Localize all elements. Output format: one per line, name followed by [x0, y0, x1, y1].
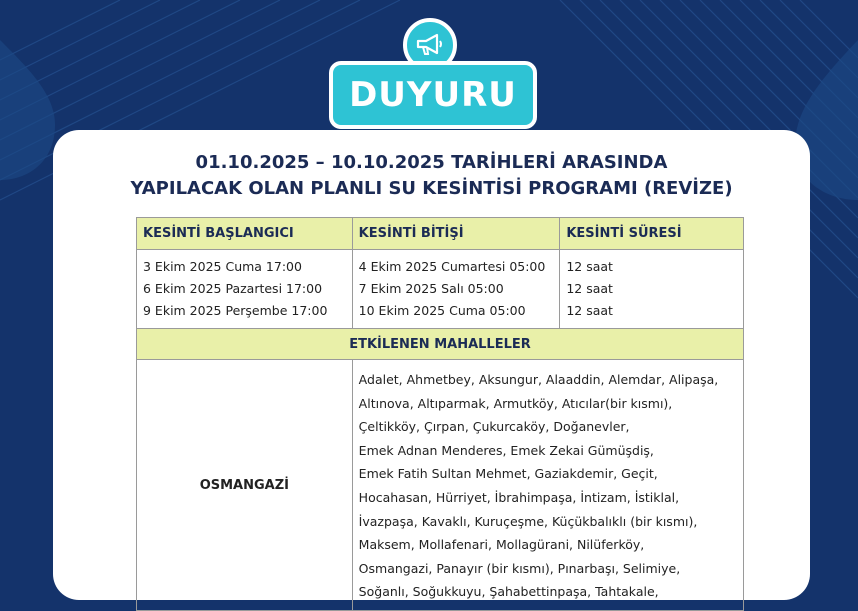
page-title: [53, 150, 810, 202]
neighborhood-line: Altınova, Altıparmak, Armutköy, Atıcılar(bir kısmı),: [358, 395, 673, 411]
neighborhood-line: Adalet, Ahmetbey, Aksungur, Alaaddin, Alemdar, Alipaşa,: [358, 372, 719, 387]
district-row: [137, 360, 744, 611]
start-cell: [137, 250, 353, 329]
table-header-row: [137, 218, 744, 250]
neighborhood-line: Emek Adnan Menderes, Emek Zekai Gümüşdiş,: [358, 442, 654, 458]
outage-table: [136, 217, 744, 611]
end-time: 7 Ekim 2025 Salı 05:00: [358, 281, 504, 296]
title-line-1: 01.10.2025 – 10.10.2025 TARİHLERİ ARASINDA: [195, 152, 668, 173]
neighborhood-line: Osmangazi, Panayır (bir kısmı), Pınarbaşı, Selimiye,: [358, 560, 681, 576]
end-cell: [352, 250, 560, 329]
affected-neighborhoods-title: ETKİLENEN MAHALLELER: [137, 329, 744, 360]
neighborhood-line: Soğanlı, Soğukkuyu, Şahabettinpaşa, Tahtakale,: [358, 584, 659, 600]
duration: 12 saat: [566, 303, 613, 318]
neighborhood-line: Emek Fatih Sultan Mehmet, Gaziakdemir, Geçit,: [358, 466, 658, 482]
neighborhood-line: Çeltikköy, Çırpan, Çukurcaköy, Doğanevler,: [358, 419, 630, 435]
duration: 12 saat: [566, 259, 613, 274]
neighborhood-line: Maksem, Mollafenari, Mollagürani, Nilüferköy,: [358, 537, 645, 553]
neighborhood-list: [352, 360, 743, 611]
end-time: 10 Ekim 2025 Cuma 05:00: [358, 303, 526, 318]
start-time: 3 Ekim 2025 Cuma 17:00: [143, 259, 302, 274]
district-name: OSMANGAZİ: [137, 360, 353, 611]
duration: 12 saat: [566, 281, 613, 296]
neighborhood-line: İvazpaşa, Kavaklı, Kuruçeşme, Küçükbalıklı (bir kısmı),: [358, 513, 698, 529]
end-time: 4 Ekim 2025 Cumartesi 05:00: [358, 259, 546, 274]
duration-cell: [560, 250, 744, 329]
header-duration: KESİNTİ SÜRESİ: [560, 218, 744, 250]
header-start: KESİNTİ BAŞLANGICI: [137, 218, 353, 250]
schedule-row: [137, 250, 744, 329]
header-end: KESİNTİ BİTİŞİ: [352, 218, 560, 250]
duyuru-badge: DUYURU: [329, 61, 537, 129]
start-time: 6 Ekim 2025 Pazartesi 17:00: [143, 281, 323, 296]
neighborhood-line: Hocahasan, Hürriyet, İbrahimpaşa, İntizam, İstiklal,: [358, 489, 680, 505]
title-line-2: YAPILACAK OLAN PLANLI SU KESİNTİSİ PROGRAMI (REVİZE): [130, 178, 733, 199]
section-header-row: [137, 329, 744, 360]
start-time: 9 Ekim 2025 Perşembe 17:00: [143, 303, 328, 318]
